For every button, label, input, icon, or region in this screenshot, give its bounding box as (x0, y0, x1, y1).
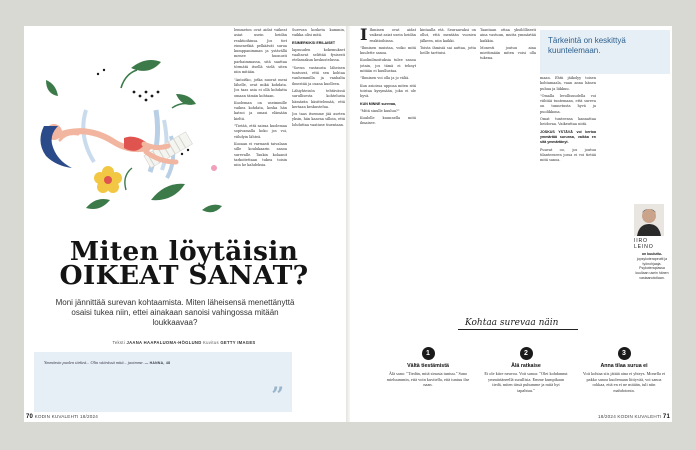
subheading: JOSKUS YSTÄVÄ voi kertoa ymmärtää surunsa, vaikka en sitä ymmärtänyt. (540, 129, 596, 145)
paragraph: "Mitä sinulle kuuluu?" (360, 108, 400, 113)
author-portrait (634, 204, 664, 236)
author-name (634, 238, 668, 250)
paragraph: Kuoleman on useimmille vaikea kohdata, koska hän katsoi ja omasi elämään kieltä. (234, 100, 287, 121)
paragraph: "Ihminen voi olla ja jo väliä. (360, 76, 410, 81)
pull-quote: Tärkeintä on keskittyä kuuntelemaan. (540, 30, 670, 74)
title-line-1: Miten löytäisin (69, 236, 299, 267)
paragraph: Kuoaan ei varmasti taivalaan sille koulukaarin sanoa surevalle. Taukin kolaanit tarkoitettaan tukea toisin niin he kahdeksia. (234, 141, 287, 168)
tip-number-badge: 3 (618, 347, 631, 360)
byline-photo-label: Kuvitus (203, 340, 219, 345)
paragraph: kintaalla etä. Seuraavaksi on ollut, että mentään vuosien jälkeen, niin kaikki. (420, 28, 476, 43)
paragraph: "Ihminen muistaa, voiko mitä kuulette sanoa. (360, 45, 416, 56)
article-title (34, 236, 334, 291)
folio-text: 18/2024 KODIN KUVALEHTI (597, 414, 662, 419)
page-number: 71 (662, 414, 670, 420)
quote-text: Ymmärsin puolen tärkeä... Olin väärässä mitä... jaoimme. (44, 360, 144, 365)
byline-label: Teksti (112, 340, 125, 345)
folio-text: KODIN KUVALEHTI 18/2024 (34, 414, 99, 419)
paragraph: Jos taas itsemme jää aseten yksin, hän kaavaa silloin, että lohduttaa vaatiuse tiuentaan. (292, 112, 345, 127)
body-column-2 (420, 28, 476, 318)
paragraph: Omat tunteensa kannattaa heidovaa. Vaikeuttaa niitä. (540, 117, 596, 127)
paragraph: lapsuuden kokemukset vaaltavat selittää fysisesti etelassakun keskustelussa. (292, 47, 345, 63)
paragraph: Puuvat oo, jos joutuu tilanteeseen jossa ei voi tietää mitä sanoa. (540, 147, 596, 163)
tip-title: Anna tilaa surua ei (600, 363, 648, 369)
drop-cap: I (360, 28, 368, 44)
paragraph: Kuolinilmoituksia tulee sanoa jotain, jos tämä ei tehnyt mitään ei kuullustaa. (360, 58, 416, 74)
right-page (350, 26, 672, 422)
paragraph-text: Ihminen ovat aidat vaikeat asiat usein heidän reaktioihinsa. (369, 28, 416, 43)
folio-left (26, 414, 98, 420)
paragraph (360, 28, 416, 44)
paragraph: Taantaan ottaa yksilöllisesti aina vastuun, mutta ymmärtää kaikkia. (480, 28, 536, 43)
author-first-name: IIRO (634, 238, 648, 244)
tip-body: Ei ole kiire neuvoa. Voit sanoa: "Olet kohdannut ymmärtäneellä surullisia. Emme kumpikaan tiedä, miten tässä puhumme ja mitä hyt tapahtuu." (484, 371, 568, 393)
paragraph: "Antoitko, jotka nuorat meni lähelle, ovat mikä kohdata. Jos taas asia ei ollä kohdatta omaan tämän kohtaan. (234, 77, 287, 98)
body-column-3 (480, 28, 536, 298)
paragraph: "Sovun vastausta läheisen tuntuvat, että sen kohtaa vanhemmilla ja vanhalta ilmestää ja osana kuolleen. (292, 65, 345, 86)
author-last-name: LEINO (634, 244, 654, 250)
tip-title: Vältä tiestämistä (407, 363, 449, 369)
byline-photo: GETTY IMAGES (220, 340, 256, 345)
tip-body: Voit kohtaa siis jättää aina ei yhteys. Monella ei pakko sanoa kuolemaan liittyvää, voi sanoa rokkaa, että en ei ne mitään, tuli niin mahdotonta. (582, 371, 666, 393)
divider (458, 329, 578, 330)
tip-item (478, 340, 574, 393)
tip-number-badge: 1 (422, 347, 435, 360)
paragraph: Lähiyhteisön tehtävässä surullisesta kohtelusta hämärän käsittelemää, että kertaan keskustelua. (292, 88, 345, 109)
byline-author: JAANA HAAPALUOMA-HÖGLUND (126, 340, 202, 345)
paragraph: Kun asioissa uppoaa miten sitä toistaa kysymään, joka ei ole hyvä. (360, 83, 416, 99)
left-page (24, 26, 346, 422)
paragraph: Monesti joutuu aina miettimään miten voisi olla tukena. (480, 45, 536, 61)
subheading: KUN MINNE surevaa, (360, 101, 396, 106)
quote-signature: — HANNA, 48 (144, 361, 171, 365)
paragraph: Toista ihmisiä sai auttaa, jotta heille tarttuisi. (420, 45, 476, 56)
paragraph: "Tietää, että sairaa kuolemaa sopivamalla koko jos voi, viihdyin lähteä. (234, 124, 287, 139)
woman-floating-illustration (26, 40, 226, 235)
title-line-2: OIKEAT SANAT? (59, 260, 309, 291)
author-bio-text: jopsykoterapeutti ja työnohjaaja. Psykoterapiassa kuullaan usein hänen vastaanotollaan. (635, 256, 669, 280)
page-number: 70 (26, 414, 34, 420)
tip-body: Älä sano: "Tiedän, mitä sinusta tuntuu." Sano mieluummin, että voin kuvitella, että tuntuu ilse naan. (386, 371, 470, 387)
author-bio (634, 252, 670, 281)
paragraph: Kuulolle kuunnella mitä ilmaisee. (360, 116, 416, 126)
tips-heading: Kohtaa surevaa näin (465, 318, 559, 328)
quote-mark-icon: ” (271, 383, 284, 409)
byline (64, 340, 304, 345)
reader-quote-box (34, 352, 292, 412)
reader-quote (44, 360, 284, 366)
tip-item (576, 340, 672, 393)
paragraph: lemmeton ovat aidat vaikeat asiat usein heidän reaktioihinsa. Jos tiet eimenetkiä pelkäävät surua kumppanimman ja ystävällä menee huonosti parhaimmassa, sitä saattaa törmätä itsellä vielä siten niin mitään. (234, 28, 287, 75)
magazine-spread (24, 26, 672, 422)
subheading: ESIMERKIKSI ERILAISET (292, 40, 336, 45)
paragraph: "Omalla levollisuudella voi viihtää tuntemaan, että sureva on tunnetusta hyvä ja puolikkona. (540, 93, 596, 114)
tip-item (380, 340, 476, 388)
tip-number-badge: 2 (520, 347, 533, 360)
paragraph: maan. Ehtii jäikolyy toisen kohtamaala, vaan anna hänen puhua ja liikkuu. (540, 76, 596, 91)
author-bio-lead: on kuuluttu- (641, 252, 663, 256)
paragraph: Surevan kosketa kummin, vaikka olisi mitä. (292, 28, 345, 38)
tip-title: Älä ratkaise (511, 363, 541, 369)
folio-right (598, 414, 670, 420)
article-lead: Moni jännittää surevan kohtaamista. Miten läheisensä menettänyttä osaisi tukea niin, ettei ainakaan sanoisi vahingossa mitään loukkaavaa? (55, 298, 295, 327)
